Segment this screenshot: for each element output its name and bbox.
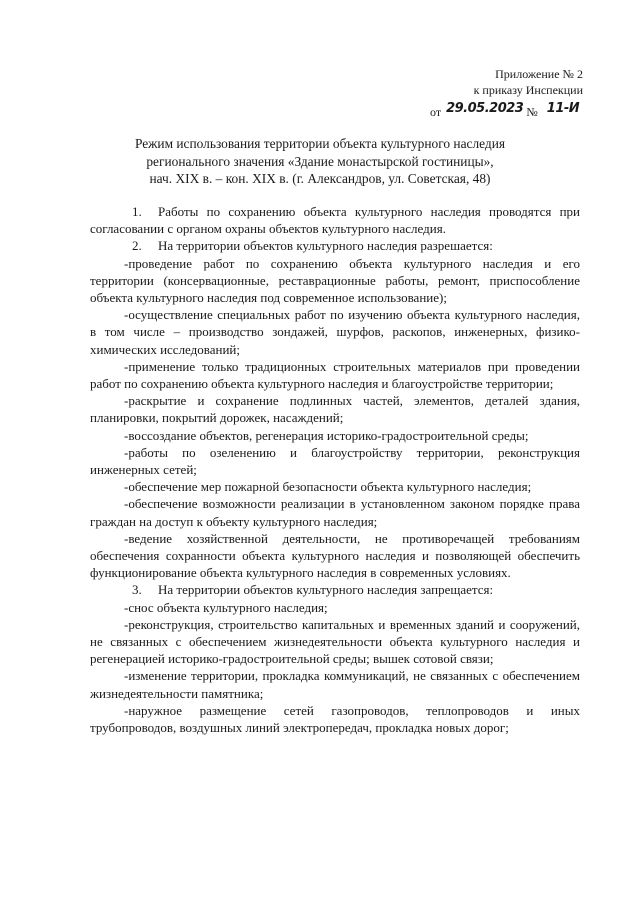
list-item: -применение только традиционных строительных материалов при проведении работ по сохранению объекта культурного наследия и благоустройстве территории; (90, 358, 580, 392)
list-item: -раскрытие и сохранение подлинных частей, элементов, деталей здания, планировки, покрытий дорожек, насаждений; (90, 393, 580, 426)
handwritten-date: 29.05.2023 (446, 101, 524, 116)
document-title (80, 135, 560, 188)
list-item: -снос объекта культурного наследия; (124, 599, 328, 615)
appendix-order-ref: к приказу Инспекции (473, 83, 583, 97)
title-line-1: Режим использования территории объекта культурного наследия (134, 136, 506, 151)
list-item: -реконструкция, строительство капитальных и временных зданий и сооружений, не связанных с обеспечением жизнедеятельности объекта культурного наследия и регенерацией историко-градостроительной среды; вышек сотовой связи; (90, 616, 580, 667)
document-body (90, 203, 580, 736)
order-date-number (430, 101, 580, 121)
appendix-title: Приложение № 2 (495, 67, 583, 81)
section-2 (90, 237, 580, 254)
list-item: -воссоздание объектов, регенерация историко-градостроительной среды; (124, 427, 529, 443)
number-label: № (526, 105, 538, 119)
list-item: -обеспечение возможности реализации в установленном законом порядке права граждан на доступ к объекту культурного наследия; (90, 496, 580, 529)
section-3 (90, 581, 580, 598)
appendix-header (474, 66, 583, 98)
list-item: -ведение хозяйственной деятельности, не противоречащей требованиям обеспечения сохранности объекта культурного наследия и позволяющей обеспечить функционирование объекта культурного наследия в современных условиях. (90, 530, 580, 581)
list-item: -проведение работ по сохранению объекта культурного наследия и его территории (консервационные, реставрационные работы, ремонт, приспособление объекта культурного наследия под современное использование); (90, 255, 580, 306)
title-line-2: регионального значения «Здание монастырской гостиницы», (146, 153, 494, 169)
list-item: -работы по озеленению и благоустройству территории, реконструкция инженерных сетей; (90, 444, 580, 478)
list-item: -изменение территории, прокладка коммуникаций, не связанных с обеспечением жизнедеятельности памятника; (90, 668, 580, 701)
list-item: -обеспечение мер пожарной безопасности объекта культурного наследия; (124, 479, 532, 495)
section-text: Работы по сохранению объекта культурного наследия проводятся при согласовании с органом охраны объектов культурного наследия. (90, 204, 580, 237)
from-label: от (430, 105, 442, 119)
section-number: 1. (132, 204, 142, 219)
list-item: -осуществление специальных работ по изучению объекта культурного наследия, в том числе – производство зондажей, шурфов, раскопов, инженерных, физико-химических исследований; (90, 307, 580, 357)
section-number: 2. (132, 238, 142, 254)
title-line-3: нач. XIX в. – кон. XIX в. (г. Александров, ул. Советская, 48) (149, 171, 491, 186)
list-item: -наружное размещение сетей газопроводов, теплопроводов и иных трубопроводов, воздушных линий электропередач, прокладка новых дорог; (90, 702, 580, 736)
handwritten-number: 11-И (546, 101, 580, 116)
section-1 (90, 203, 580, 237)
section-text: На территории объектов культурного наследия запрещается: (158, 582, 494, 598)
section-number: 3. (132, 582, 142, 598)
section-text: На территории объектов культурного наследия разрешается: (158, 238, 493, 254)
